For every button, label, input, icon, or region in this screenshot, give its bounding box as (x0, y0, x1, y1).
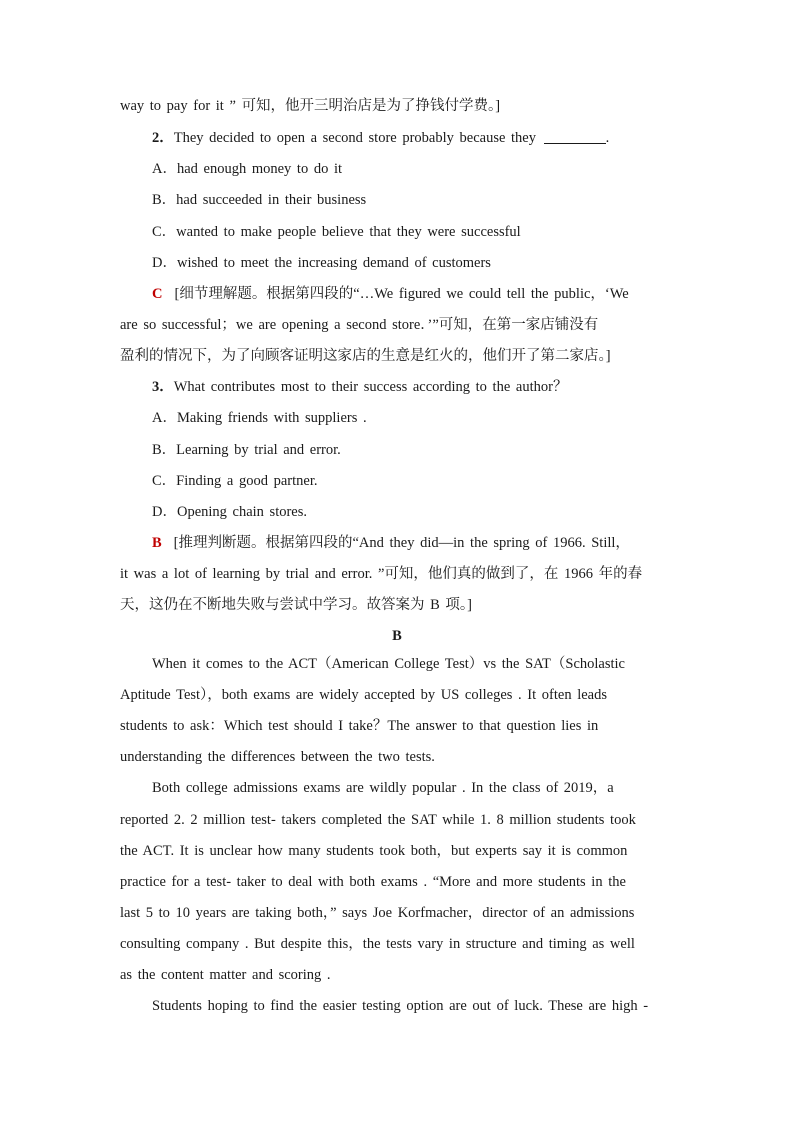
question-3-answer: B (152, 535, 162, 551)
question-2-stem (152, 128, 674, 148)
passage-p2-line-4: practice for a test- taker to deal with both exams . “More and more students in the (120, 874, 626, 890)
passage-p3-line-1: Students hoping to find the easier testing option are out of luck. These are high - (152, 998, 649, 1014)
question-3-option-b: B．Learning by trial and error. (152, 442, 341, 458)
passage-p2-line-6: consulting company . But despite this，the tests vary in structure and timing as well (120, 936, 635, 952)
question-3-option-c: C．Finding a good partner. (152, 473, 318, 489)
question-2-option-c: C．wanted to make people believe that they were successful (152, 224, 521, 240)
question-2-answer: C (152, 286, 163, 302)
passage-p2-line-7: as the content matter and scoring . (120, 967, 331, 983)
passage-p1-line-3: students to ask：Which test should I take？The answer to that question lies in (120, 718, 599, 734)
passage-p2-line-1: Both college admissions exams are wildly popular . In the class of 2019，a (152, 780, 614, 796)
question-2-explanation-text-1: [细节理解题。根据第四段的“…We figured we could tell the public，‘We (174, 286, 629, 302)
question-3-option-a: A．Making friends with suppliers . (152, 410, 367, 426)
question-3-explanation-text-1: [推理判断题。根据第四段的“And they did—in the spring of 1966. Still， (173, 535, 630, 551)
section-title: B (392, 628, 402, 644)
question-2-explanation-line-3: 盈利的情况下，为了向顾客证明这家店的生意是红火的，他们开了第二家店。] (120, 348, 611, 364)
question-2-explanation-line-2: are so successful；we are opening a second store．’”可知，在第一家店铺没有 (120, 317, 599, 333)
question-2-stem-end: . (605, 130, 610, 146)
passage-p2-line-2: reported 2. 2 million test- takers completed the SAT while 1. 8 million students took (120, 812, 636, 828)
question-2-option-b: B．had succeeded in their business (152, 192, 367, 208)
question-3-option-d: D．Opening chain stores. (152, 504, 308, 520)
passage-p2-line-5: last 5 to 10 years are taking both，” says Joe Korfmacher，director of an admissions (120, 905, 635, 921)
question-2-explanation-line-1 (152, 284, 674, 304)
question-3-explanation-line-1 (152, 533, 674, 553)
passage-p1-line-4: understanding the differences between the two tests. (120, 749, 435, 765)
passage-p1-line-1: When it comes to the ACT（American College Test）vs the SAT（Scholastic (152, 656, 625, 672)
question-3-explanation-line-2: it was a lot of learning by trial and error. ”可知，他们真的做到了，在 1966 年的春 (120, 566, 643, 582)
question-3-stem (152, 377, 674, 397)
question-3-text: What contributes most to their success according to the author？ (173, 379, 568, 395)
question-3-explanation-line-3: 天，这仍在不断地失败与尝试中学习。故答案为 B 项。] (120, 597, 472, 613)
passage-p2-line-3: the ACT. It is unclear how many students took both，but experts say it is common (120, 843, 628, 859)
question-2-text: They decided to open a second store probably because they (173, 130, 536, 146)
question-2-number: 2． (152, 130, 174, 146)
previous-explanation-end: way to pay for it ” 可知，他开三明治店是为了挣钱付学费。] (120, 98, 501, 114)
passage-p1-line-2: Aptitude Test），both exams are widely accepted by US colleges . It often leads (120, 687, 607, 703)
question-2-option-a: A．had enough money to do it (152, 161, 343, 177)
answer-blank (544, 129, 606, 144)
question-2-option-d: D．wished to meet the increasing demand of customers (152, 255, 491, 271)
question-3-number: 3． (152, 379, 174, 395)
